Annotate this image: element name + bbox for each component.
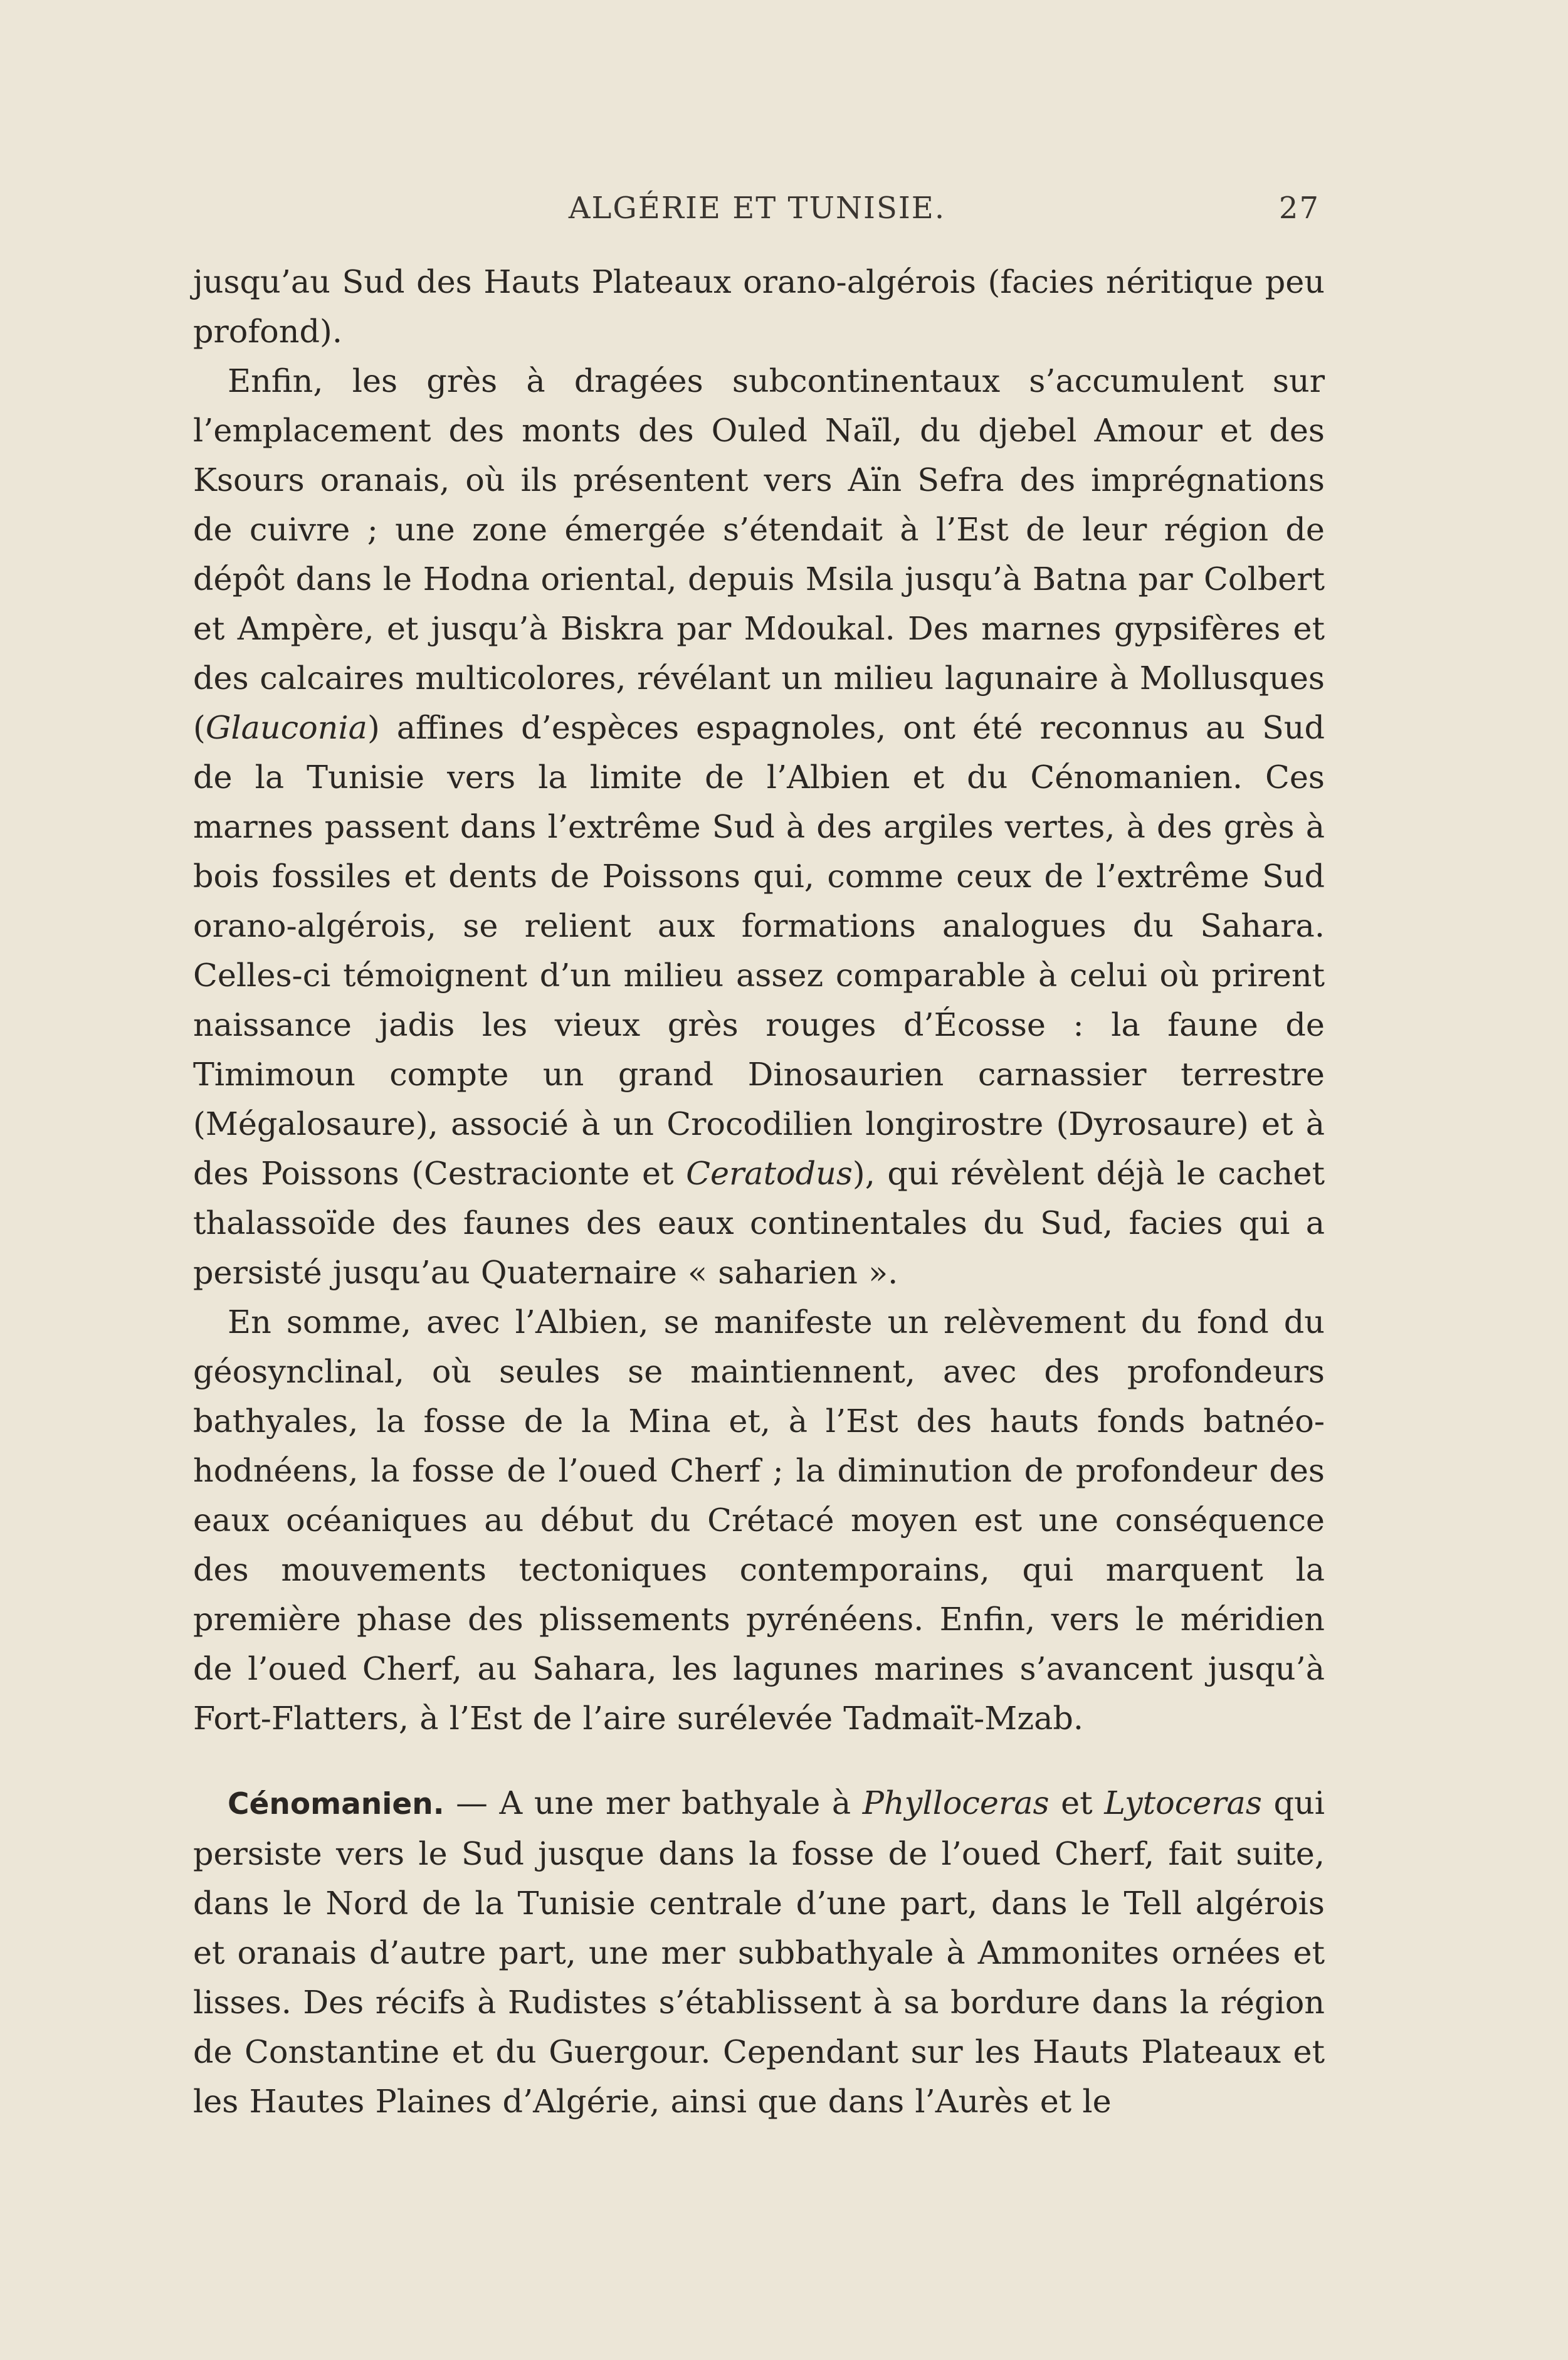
- page-number: 27: [1278, 191, 1320, 226]
- paragraph-gres-a-dragees: [193, 356, 1325, 1297]
- paragraph-text: — A une mer bathyale à: [444, 1784, 863, 1821]
- paragraph-text: jusqu’au Sud des Hauts Plateaux orano-algérois (facies néritique peu profond).: [193, 263, 1325, 350]
- taxon-phylloceras: Phylloceras: [862, 1784, 1050, 1821]
- taxon-ceratodus: Ceratodus: [686, 1155, 853, 1192]
- paragraph-text: et: [1049, 1784, 1105, 1821]
- paragraph-cenomanien: [193, 1778, 1325, 2126]
- body-text: [193, 257, 1325, 2126]
- paragraph-text: En somme, avec l’Albien, se manifeste un relèvement du fond du géosynclinal, où seules se maintiennent, avec des profondeurs bathyales, la fosse de la Mina et, à l’Est des hauts fonds batnéo-hodnéens, la fosse de l’oued Cherf ; la diminution de profondeur des eaux océaniques au début du Crétacé moyen est une conséquence des mouvements tectoniques contemporains, qui marquent la première phase des plissements pyrénéens. Enfin, vers le méridien de l’oued Cherf, au Sahara, les lagunes marines s’avancent jusqu’à Fort-Flatters, à l’Est de l’aire surélevée Tadmaït-Mzab.: [193, 1304, 1325, 1737]
- paragraph-en-somme: [193, 1297, 1325, 1743]
- taxon-glauconia: Glauconia: [205, 709, 367, 746]
- running-title: ALGÉRIE ET TUNISIE.: [568, 191, 946, 226]
- paragraph-text: ) affines d’espèces espagnoles, ont été reconnus au Sud de la Tunisie vers la limite de l’Albien et du Cénomanien. Ces marnes passent dans l’extrême Sud à des argiles vertes, à des grès à bois fossiles et dents de Poissons qui, comme ceux de l’extrême Sud orano-algérois, se relient aux formations analogues du Sahara. Celles-ci témoignent d’un milieu assez comparable à celui où prirent naissance jadis les vieux grès rouges d’Écosse : la faune de Timimoun compte un grand Dinosaurien carnassier terrestre (Mégalosaure), associé à un Crocodilien longirostre (Dyrosaure) et à des Poissons (Cestracionte et: [193, 709, 1325, 1192]
- paragraph-text: ), qui révèlent déjà le cachet thalassoïde des faunes des eaux continentales du Sud, facies qui a persisté jusqu’au Quaternaire « saharien ».: [193, 1155, 1325, 1291]
- paragraph-text: Enfin, les grès à dragées subcontinentaux s’accumulent sur l’emplacement des monts des Ouled Naïl, du djebel Amour et des Ksours oranais, où ils présentent vers Aïn Sefra des imprégnations de cuivre ; une zone émergée s’étendait à l’Est de leur région de dépôt dans le Hodna oriental, depuis Msila jusqu’à Batna par Colbert et Ampère, et jusqu’à Biskra par Mdoukal. Des marnes gypsifères et des calcaires multicolores, révélant un milieu lagunaire à Mollusques (: [193, 362, 1325, 746]
- paragraph-continuation: [193, 257, 1325, 356]
- paragraph-text: qui persiste vers le Sud jusque dans la fosse de l’oued Cherf, fait suite, dans le Nord de la Tunisie centrale d’une part, dans le Tell algérois et oranais d’autre part, une mer subbathyale à Ammonites ornées et lisses. Des récifs à Rudistes s’établissent à sa bordure dans la région de Constantine et du Guergour. Cependant sur les Hauts Plateaux et les Hautes Plaines d’Algérie, ainsi que dans l’Aurès et le: [193, 1784, 1325, 2120]
- running-header: [188, 191, 1326, 234]
- section-heading-cenomanien: Cénomanien.: [228, 1787, 445, 1821]
- section-spacer: [193, 1743, 1325, 1778]
- taxon-lytoceras: Lytoceras: [1104, 1784, 1262, 1821]
